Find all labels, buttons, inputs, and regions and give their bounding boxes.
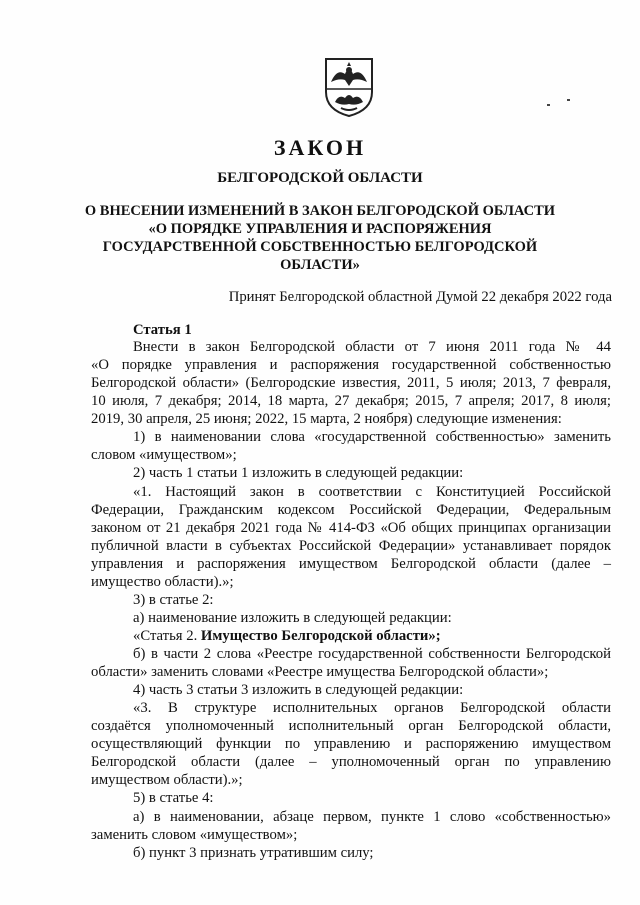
scan-speck	[547, 104, 550, 106]
body-line: а) наименование изложить в следующей редакции:	[133, 610, 452, 626]
body-line: области» заменить словами «Реестре имущества Белгородской области»;	[91, 664, 549, 680]
body-line: 3) в статье 2:	[133, 592, 214, 608]
body-line: словом «имуществом»;	[91, 447, 237, 463]
body-line: Белгородской области» (Белгородские известия, 2011, 5 июля; 2013, 7 февраля,	[91, 375, 611, 391]
body-line: управления и распоряжения имуществом Белгородской области (далее –	[91, 556, 611, 572]
body-line: «1. Настоящий закон в соответствии с Конституцией Российской	[133, 484, 611, 500]
body-line: 1) в наименовании слова «государственной собственностью» заменить	[133, 429, 611, 445]
body-line: «О порядке управления и распоряжения государственной собственностью	[91, 357, 611, 373]
body-line: 4) часть 3 статьи 3 изложить в следующей редакции:	[133, 682, 464, 698]
body-line: Белгородской области (далее – уполномоченный орган по управлению	[91, 754, 611, 770]
law-title-line: ОБЛАСТИ»	[280, 257, 360, 273]
belgorod-coat-of-arms-icon	[323, 56, 375, 118]
body-line: публичной власти в субъектах Российской Федерации» устанавливает порядок	[91, 538, 611, 554]
body-line: осуществляющий функции по управлению и распоряжению имуществом	[91, 736, 611, 752]
body-line: 5) в статье 4:	[133, 790, 214, 806]
doc-type: ЗАКОН	[273, 135, 367, 160]
body-line: создаётся уполномоченный исполнительный орган Белгородской области,	[91, 718, 611, 734]
body-line: 2019, 30 апреля, 25 июня; 2022, 15 марта, 2 ноября) следующие изменения:	[91, 411, 562, 427]
body-line: имуществом области).»;	[91, 772, 243, 788]
body-line: Федерации, Гражданским кодексом Российской Федерации, Федеральным	[91, 502, 611, 518]
body-line: заменить словом «имуществом»;	[91, 827, 298, 843]
body-line: имущество области).»;	[91, 574, 234, 590]
body-line: законом от 21 декабря 2021 года № 414-ФЗ «Об общих принципах организации	[91, 520, 611, 536]
body-line: б) в части 2 слова «Реестре государственной собственности Белгородской	[133, 646, 611, 662]
law-title-line: О ВНЕСЕНИИ ИЗМЕНЕНИЙ В ЗАКОН БЕЛГОРОДСКОЙ ОБЛАСТИ	[84, 203, 556, 219]
law-title-line: ГОСУДАРСТВЕННОЙ СОБСТВЕННОСТЬЮ БЕЛГОРОДСКОЙ	[102, 239, 538, 255]
body-line: а) в наименовании, абзаце первом, пункте 1 слово «собственностью»	[133, 809, 611, 825]
article-heading: Статья 1	[133, 322, 192, 338]
article-2-prefix: «Статья 2.	[133, 628, 201, 644]
scan-speck	[567, 99, 570, 101]
body-line: б) пункт 3 признать утратившим силу;	[133, 845, 374, 861]
article-2-title: Имущество Белгородской области»;	[200, 628, 441, 644]
law-title-line: «О ПОРЯДКЕ УПРАВЛЕНИЯ И РАСПОРЯЖЕНИЯ	[148, 221, 492, 237]
region-title: БЕЛГОРОДСКОЙ ОБЛАСТИ	[217, 170, 423, 186]
adoption-line: Принят Белгородской областной Думой 22 декабря 2022 года	[228, 289, 612, 305]
body-line: «3. В структуре исполнительных органов Белгородской области	[133, 700, 611, 716]
body-line: Внести в закон Белгородской области от 7 июня 2011 года № 44	[133, 339, 611, 355]
body-line: 2) часть 1 статьи 1 изложить в следующей редакции:	[133, 465, 464, 481]
body-line	[133, 628, 441, 645]
body-line: 10 июля, 7 декабря; 2014, 18 марта, 27 декабря; 2015, 7 апреля; 2017, 8 июля;	[91, 393, 611, 409]
